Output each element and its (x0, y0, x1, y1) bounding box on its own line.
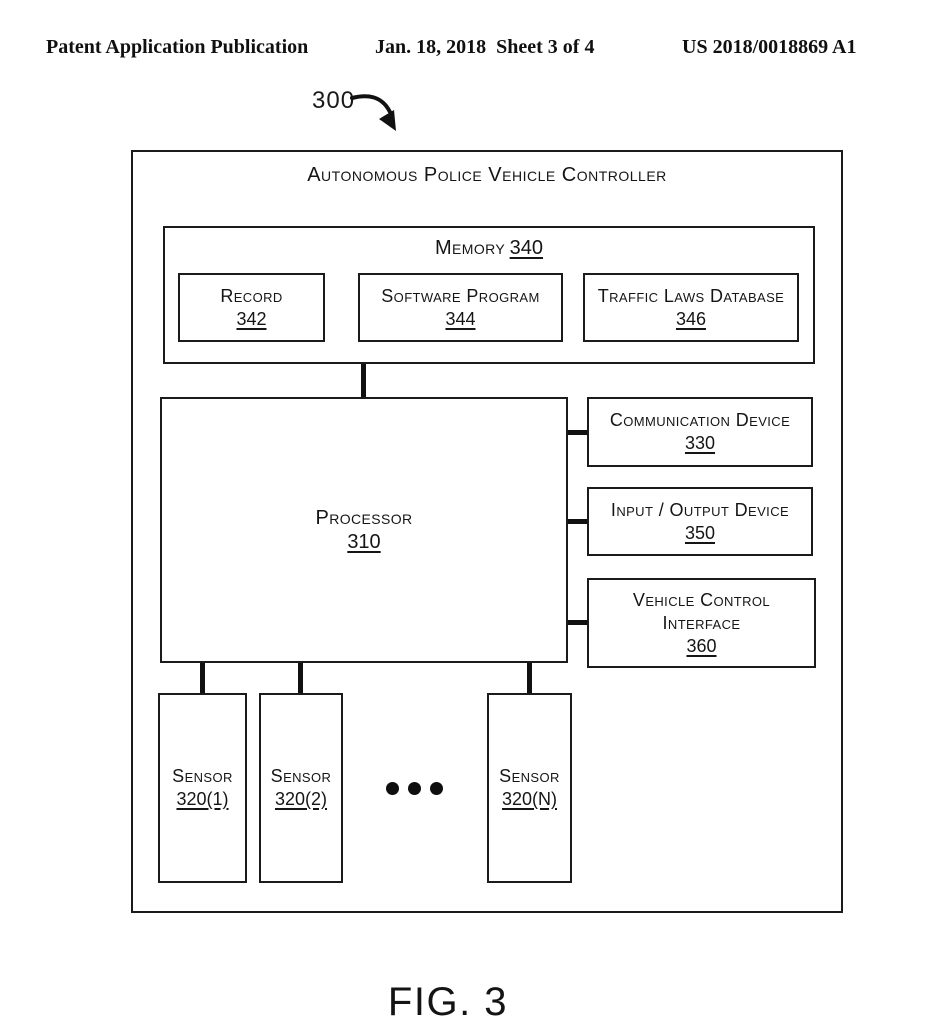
traffic-laws-database-ref: 346 (675, 308, 707, 329)
memory-label-row (165, 236, 813, 261)
connector-memory-processor (361, 364, 366, 397)
header-date-sheet: Jan. 18, 2018 Sheet 3 of 4 (375, 36, 595, 58)
sensor-2-label: Sensor (270, 766, 332, 786)
communication-device-label: Communication Device (609, 410, 791, 430)
header-publication-type: Patent Application Publication (46, 36, 309, 58)
communication-device-box (587, 397, 813, 467)
record-label: Record (220, 285, 283, 306)
sensor-1-label: Sensor (172, 766, 233, 786)
header-publication-number: US 2018/0018869 A1 (682, 36, 857, 58)
input-output-device-box (587, 487, 813, 556)
record-box (178, 273, 325, 342)
processor-label: Processor (315, 506, 413, 529)
connector-processor-communication-device (568, 430, 587, 435)
connector-processor-input-output-device (568, 519, 587, 524)
vehicle-control-interface-box (587, 578, 816, 668)
vehicle-control-interface-ref: 360 (686, 635, 717, 656)
processor-box (160, 397, 568, 663)
memory-ref: 340 (509, 237, 543, 259)
software-program-label: Software Program (381, 285, 540, 306)
software-program-ref: 344 (445, 308, 476, 329)
connector-processor-sensor-n (527, 663, 532, 693)
processor-ref: 310 (347, 530, 381, 553)
software-program-box (358, 273, 563, 342)
traffic-laws-database-label: Traffic Laws Database (597, 285, 785, 306)
sensor-n-ref: 320(N) (501, 789, 558, 809)
sensor-1-box (158, 693, 247, 883)
connector-processor-vehicle-control-interface (568, 620, 587, 625)
record-ref: 342 (236, 308, 267, 329)
memory-label: Memory (435, 237, 506, 259)
traffic-laws-database-box (583, 273, 799, 342)
controller-title: Autonomous Police Vehicle Controller (307, 164, 667, 186)
sensor-2-ref: 320(2) (274, 789, 328, 809)
figure-ref-arrow-icon (348, 84, 406, 134)
input-output-device-ref: 350 (684, 522, 716, 543)
figure-ref-label: 300 (312, 87, 356, 114)
sensor-n-box (487, 693, 572, 883)
figure-caption: FIG. 3 (387, 980, 509, 1024)
input-output-device-label: Input / Output Device (610, 499, 790, 520)
vehicle-control-interface-label: Vehicle Control Interface (632, 589, 771, 633)
connector-processor-sensor-1 (200, 663, 205, 693)
sensor-n-label: Sensor (499, 766, 560, 786)
sensor-1-ref: 320(1) (176, 789, 229, 809)
connector-processor-sensor-2 (298, 663, 303, 693)
sensor-2-box (259, 693, 343, 883)
sensor-ellipsis-icon (386, 782, 443, 795)
communication-device-ref: 330 (684, 433, 716, 453)
